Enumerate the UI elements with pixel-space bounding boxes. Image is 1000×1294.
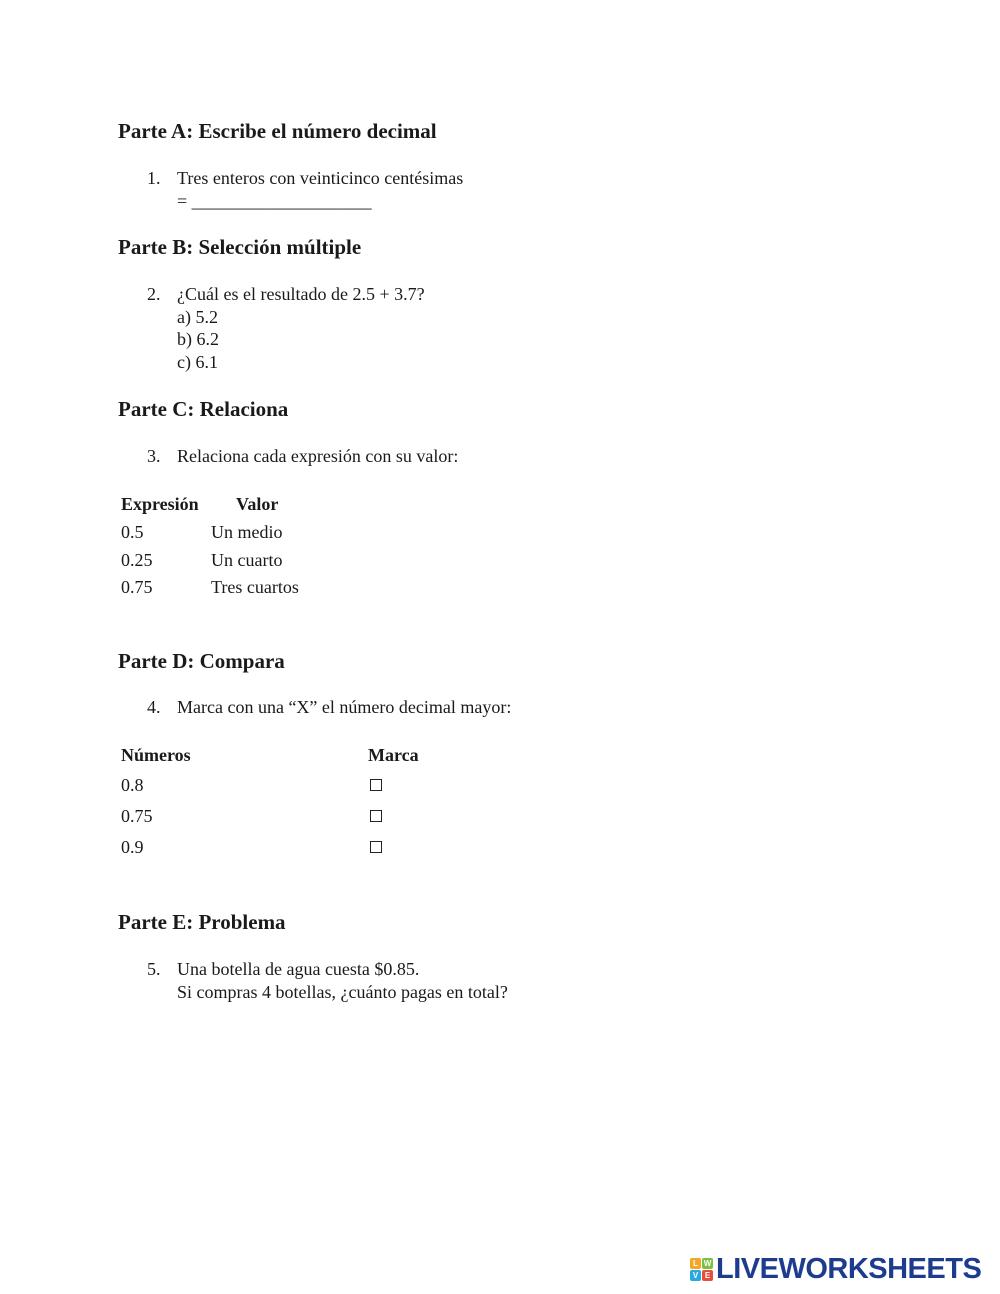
question-5-number: 5.	[147, 959, 161, 979]
match-table-row-2-value: Un cuarto	[211, 550, 283, 570]
question-4-text: Marca con una “X” el número decimal mayor:	[177, 697, 512, 717]
heading-parte-e: Parte E: Problema	[118, 910, 286, 934]
question-2-text: ¿Cuál es el resultado de 2.5 + 3.7?	[177, 284, 425, 304]
logo-mark-tile-3: V	[690, 1270, 701, 1281]
match-table-row-3-value: Tres cuartos	[211, 577, 299, 597]
compare-table-header-mark: Marca	[368, 745, 419, 765]
match-table-row-3-expression: 0.75	[121, 577, 153, 597]
question-2-option-a[interactable]: a) 5.2	[177, 307, 218, 327]
match-table-header-value: Valor	[236, 494, 279, 514]
question-5-text-line-2: Si compras 4 botellas, ¿cuánto pagas en total?	[177, 982, 508, 1002]
question-2-option-c[interactable]: c) 6.1	[177, 352, 218, 372]
match-table-row-2-expression: 0.25	[121, 550, 153, 570]
logo-mark-tile-2: W	[703, 1258, 712, 1268]
heading-parte-d: Parte D: Compara	[118, 649, 285, 673]
match-table-row-1-value: Un medio	[211, 522, 283, 542]
match-table-row-1-expression: 0.5	[121, 522, 144, 542]
question-2-number: 2.	[147, 284, 161, 304]
compare-table-row-3-number: 0.9	[121, 837, 144, 857]
compare-table-row-2-checkbox[interactable]	[370, 810, 382, 822]
question-5-text-line-1: Una botella de agua cuesta $0.85.	[177, 959, 420, 979]
liveworksheets-logo-icon	[690, 1258, 713, 1281]
compare-table-row-2-number: 0.75	[121, 806, 153, 826]
question-2-option-b[interactable]: b) 6.2	[177, 329, 219, 349]
heading-parte-b: Parte B: Selección múltiple	[118, 235, 362, 259]
question-3-text: Relaciona cada expresión con su valor:	[177, 446, 459, 466]
question-1-number: 1.	[147, 168, 161, 188]
compare-table-header-numbers: Números	[121, 745, 191, 765]
compare-table-row-1-number: 0.8	[121, 775, 144, 795]
question-4-number: 4.	[147, 697, 161, 717]
question-1-text: Tres enteros con veinticinco centésimas	[177, 168, 464, 188]
liveworksheets-logo	[690, 1254, 981, 1284]
heading-parte-a: Parte A: Escribe el número decimal	[118, 119, 437, 143]
compare-table-row-3-checkbox[interactable]	[370, 841, 382, 853]
match-table-header-expression: Expresión	[121, 494, 199, 514]
question-1-answer-line[interactable]: = ____________________	[177, 191, 372, 211]
compare-table-row-1-checkbox[interactable]	[370, 779, 382, 791]
logo-mark-tile-1: L	[690, 1258, 701, 1269]
liveworksheets-logo-text: LIVEWORKSHEETS	[716, 1253, 982, 1285]
logo-mark-tile-4: E	[702, 1270, 713, 1281]
heading-parte-c: Parte C: Relaciona	[118, 397, 289, 421]
question-3-number: 3.	[147, 446, 161, 466]
